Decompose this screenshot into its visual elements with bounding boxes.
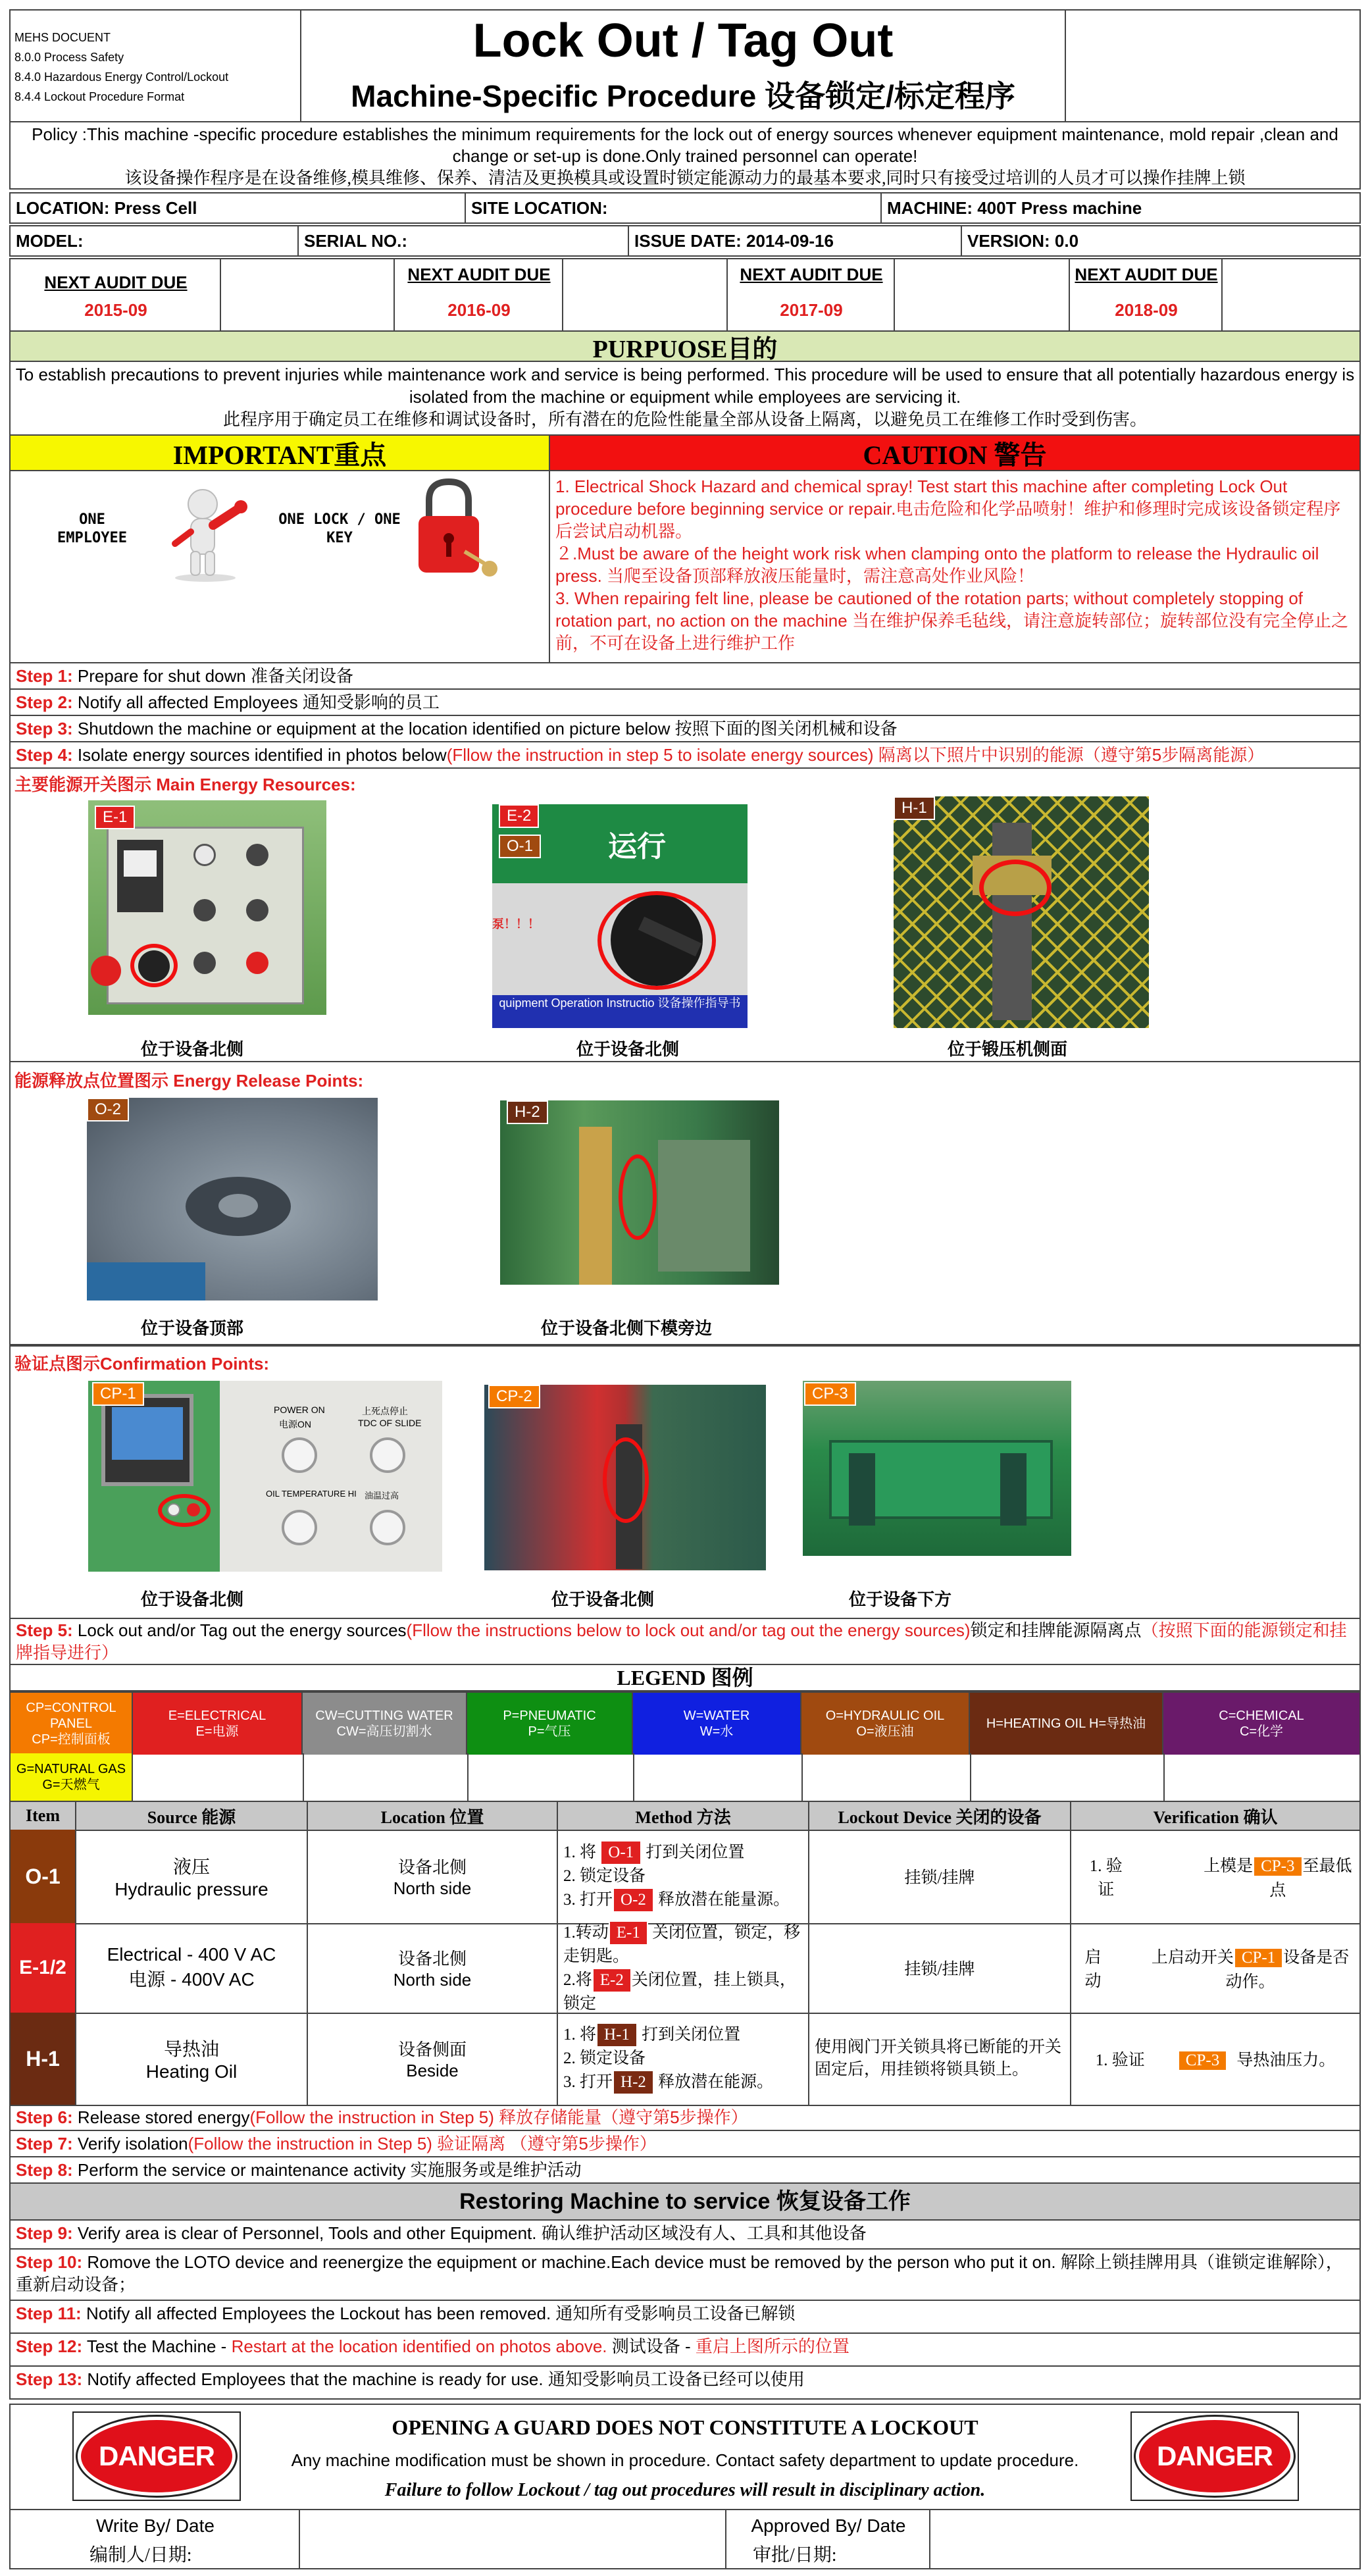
legend-pneumatic xyxy=(467,1693,633,1755)
step-label: Step 10: xyxy=(16,2252,83,2272)
method-text: 2. 锁定设备 xyxy=(563,2049,646,2067)
step-instruction: (Follow the instruction in Step 5) 释放存储能量（遵守第5步操作） xyxy=(249,2107,748,2127)
danger-sign-right xyxy=(1130,2411,1299,2501)
legend-water xyxy=(633,1693,801,1755)
doc-line: 8.0.0 Process Safety xyxy=(14,51,124,64)
legend-label-cn: C=化学 xyxy=(1239,1724,1284,1739)
step-instruction: Restart at the location identified on photos above. xyxy=(231,2336,607,2356)
important-heading xyxy=(9,434,550,471)
legend-hydraulic-oil xyxy=(801,1693,970,1755)
audit-cell xyxy=(1070,259,1223,330)
write-by-label-cn: 编制人/日期: xyxy=(89,2545,192,2565)
caution-item: 3. When repairing felt line, please be cautioned of the rotation parts; without completely stopping of rotation part, no action on the machine 当在维护保养毛毡线，请注意旋转部位；旋转部位没有完全停止之前，不可在设备上进行维护工作 xyxy=(555,588,1348,653)
item-cell: O-1 xyxy=(11,1830,76,1923)
modification-note: Any machine modification must be shown in procedure. Contact safety department to update procedure. xyxy=(291,2450,1079,2470)
step-text: Lock out and/or Tag out the energy sources xyxy=(72,1620,407,1640)
photo-control-panel xyxy=(88,800,326,1015)
source-en: Heating Oil xyxy=(145,2061,238,2082)
step-1 xyxy=(9,663,1361,690)
method-tag-o2: O-2 xyxy=(613,1888,654,1913)
step-text: Notify all affected Employees the Lockout has been removed. 通知所有受影响员工设备已解锁 xyxy=(81,2304,796,2323)
step-label: Step 9: xyxy=(16,2223,73,2243)
photo-rotary-switch xyxy=(492,804,748,1028)
model-field: MODEL: xyxy=(11,226,299,255)
release-tag-o2: O-2 xyxy=(87,1098,129,1121)
step-label: Step 13: xyxy=(16,2369,83,2389)
approved-by-label-cn: 审批/日期: xyxy=(753,2545,837,2565)
step-instruction: 重启上图所示的位置 xyxy=(695,2336,850,2356)
method-text: 3. 打开 xyxy=(563,2073,613,2091)
step-2 xyxy=(9,690,1361,716)
energy-tag-e2: E-2 xyxy=(499,804,539,828)
write-by-cell xyxy=(11,2509,300,2568)
audit-cell xyxy=(395,259,563,330)
legend-cutting-water xyxy=(303,1693,467,1755)
verify-text: 启动 xyxy=(1084,1949,1102,1990)
step-label: Step 3: xyxy=(16,719,73,738)
write-by-label: Write By/ Date xyxy=(96,2515,215,2536)
issue-date-field: ISSUE DATE: 2014-09-16 xyxy=(629,226,962,255)
audit-date: 2017-09 xyxy=(780,300,843,320)
step-12 xyxy=(9,2334,1361,2367)
audit-date: 2018-09 xyxy=(1115,300,1178,320)
step-label: Step 2: xyxy=(16,692,73,712)
step-10 xyxy=(9,2250,1361,2301)
main-energy-heading: 主要能源开关图示 Main Energy Resources: xyxy=(14,775,356,794)
signature-row xyxy=(9,2509,1361,2569)
location-field: LOCATION: Press Cell xyxy=(11,193,466,222)
caution-title: CAUTION 警告 xyxy=(863,440,1047,470)
photo-caption: 位于设备顶部 xyxy=(141,1319,244,1338)
panel-label: POWER ON xyxy=(274,1404,325,1415)
location-en: North side xyxy=(393,1970,472,1990)
step-instruction: (Fllow the instructions below to lock out and/or tag out the energy sources) xyxy=(406,1620,971,1640)
purpose-text: To establish precautions to prevent injuries while maintenance work and service is being performed. This procedure will be used to ensure that all potentially hazardous energy is isolated from the machine or equipment while employees are servicing it. xyxy=(15,365,1355,407)
location-en: North side xyxy=(393,1878,472,1898)
location-cn: 设备侧面 xyxy=(397,2040,467,2059)
table-header-cell: Verification 确认 xyxy=(1153,1807,1278,1827)
restoring-heading xyxy=(9,2184,1361,2221)
table-header-cell: Source 能源 xyxy=(76,1802,308,1830)
legend-electrical xyxy=(133,1693,303,1755)
audit-date: 2016-09 xyxy=(447,300,511,320)
policy-text: Policy :This machine -specific procedure establishes the minimum requirements for the lock out of energy sources whenever equipment maintenance, mold repair ,clean and change or set-up is done.Only trained personnel can operate! xyxy=(32,124,1338,166)
photo-side-release xyxy=(500,1100,779,1285)
table-header-cell: Method 方法 xyxy=(558,1802,809,1830)
table-row xyxy=(9,1923,1361,2014)
caution-heading xyxy=(549,434,1361,471)
worker-figure-icon xyxy=(162,486,247,584)
policy-box xyxy=(9,121,1361,190)
device-cell: 挂锁/挂牌 xyxy=(809,1923,1071,2013)
audit-label: NEXT AUDIT DUE xyxy=(1075,265,1218,284)
purpose-title: PURPUOSE目的 xyxy=(592,335,778,363)
padlock-icon xyxy=(405,478,504,583)
source-cn: 液压 xyxy=(172,1857,210,1877)
device-cell: 挂锁/挂牌 xyxy=(809,1830,1071,1923)
legend-label: E=ELECTRICAL xyxy=(168,1709,266,1723)
audit-cell xyxy=(728,259,895,330)
step-label: Step 4: xyxy=(16,745,73,765)
legend-label: H=HEATING OIL H=导热油 xyxy=(986,1716,1146,1731)
policy-text-cn: 该设备操作程序是在设备维修,模具维修、保养、清洁及更换模具或设置时锁定能源动力的最基本要求,同时只有接受过培训的人员才可以操作挂牌上锁 xyxy=(124,168,1246,188)
method-text: 1. 将 xyxy=(563,1843,601,1861)
confirm-tag-cp3: CP-3 xyxy=(804,1382,856,1406)
one-lock-label: ONE LOCK / ONE KEY xyxy=(278,511,401,546)
legend-label-cn: CP=控制面板 xyxy=(32,1732,111,1747)
verify-text: 设备是否动作。 xyxy=(1225,1948,1350,1991)
panel-label: 油温过高 xyxy=(365,1491,399,1501)
page-title: Lock Out / Tag Out xyxy=(472,14,894,67)
table-header xyxy=(9,1801,1361,1831)
method-tag-e2: E-2 xyxy=(592,1968,632,1993)
legend-label: CP=CONTROL PANEL xyxy=(26,1701,116,1731)
audit-date: 2015-09 xyxy=(84,300,147,320)
step-text: 锁定和挂牌能源隔离点 xyxy=(970,1620,1142,1640)
release-tag-h2: H-2 xyxy=(507,1100,548,1124)
legend-natural-gas xyxy=(11,1753,133,1801)
step-3 xyxy=(9,716,1361,742)
photo-top-release xyxy=(87,1098,378,1301)
danger-label: DANGER xyxy=(1156,2440,1273,2471)
legend-title: LEGEND 图例 xyxy=(617,1666,753,1689)
step-instruction: （按照下面的能源锁定和挂牌指导进行） xyxy=(16,1620,1347,1662)
confirm-tag-cp1: CP-1 xyxy=(92,1382,144,1406)
source-en: Hydraulic pressure xyxy=(114,1879,268,1899)
audit-row xyxy=(9,258,1361,332)
location-en: Beside xyxy=(406,2061,459,2080)
step-instruction: (Fllow the instruction in step 5 to isolate energy sources) 隔离以下照片中识别的能源（遵守第5步隔离能源） xyxy=(446,745,1265,765)
machine-field: MACHINE: 400T Press machine xyxy=(887,197,1142,218)
legend-label: G=NATURAL GAS xyxy=(16,1762,126,1776)
photo-caption: 位于锻压机侧面 xyxy=(948,1040,1068,1059)
photo-confirm-under xyxy=(803,1381,1071,1556)
method-text: 2.将 xyxy=(563,1971,592,1989)
verify-tag-cp1: CP-1 xyxy=(1234,1947,1283,1969)
verify-text: 上模是 xyxy=(1204,1857,1254,1875)
step-instruction: (Follow the instruction in Step 5) 验证隔离 （遵守第5步操作） xyxy=(188,2134,657,2153)
verify-text: 导热油压力。 xyxy=(1236,2051,1336,2069)
table-row xyxy=(9,1830,1361,1924)
step-5 xyxy=(9,1618,1361,1665)
legend-label-cn: W=水 xyxy=(699,1724,734,1739)
doc-line: MEHS DOCUENT xyxy=(14,31,111,44)
step-text: 测试设备 - xyxy=(607,2336,696,2356)
photo-caption: 位于设备北侧下模旁边 xyxy=(541,1319,713,1338)
approved-by-signature[interactable] xyxy=(930,2509,1359,2568)
important-box xyxy=(9,470,550,663)
legend-label-cn: G=天燃气 xyxy=(42,1778,100,1792)
step-label: Step 12: xyxy=(16,2336,83,2356)
divider xyxy=(1065,11,1066,122)
step-9 xyxy=(9,2221,1361,2250)
legend-heating-oil xyxy=(970,1693,1163,1755)
legend-label-cn: CW=高压切割水 xyxy=(336,1724,432,1739)
approved-by-label: Approved By/ Date xyxy=(751,2515,906,2536)
method-tag-o1: O-1 xyxy=(600,1840,642,1865)
method-text: 释放潜在能量源。 xyxy=(653,1891,790,1909)
legend-label: O=HYDRAULIC OIL xyxy=(825,1709,945,1723)
location-cn: 设备北侧 xyxy=(397,1949,467,1969)
caution-item: ２.Must be aware of the height work risk when clamping onto the platform to release the Hydraulic oil press. 当爬至设备顶部释放液压能量时，需注意高处作业风险！ xyxy=(555,544,1319,586)
legend-label-cn: E=电源 xyxy=(195,1724,239,1739)
doc-line: 8.4.0 Hazardous Energy Control/Lockout xyxy=(14,70,229,84)
verify-text: 上启动开关 xyxy=(1151,1948,1234,1967)
release-heading: 能源释放点位置图示 Energy Release Points: xyxy=(14,1071,364,1091)
step-text: Test the Machine - xyxy=(82,2336,232,2356)
audit-cell xyxy=(11,259,221,330)
energy-tag-e1: E-1 xyxy=(95,806,135,829)
item-cell: H-1 xyxy=(11,2013,76,2105)
step-text: Shutdown the machine or equipment at the location identified on picture below 按照下面的图关闭机械和设备 xyxy=(72,719,898,738)
legend-label: C=CHEMICAL xyxy=(1219,1709,1304,1723)
verify-text: 1. 验证 xyxy=(1095,2051,1145,2069)
panel-label: 电源ON xyxy=(279,1419,311,1430)
danger-sign-left xyxy=(72,2411,241,2501)
one-employee-label: ONE EMPLOYEE xyxy=(57,511,127,546)
step-text: Verify area is clear of Personnel, Tools and other Equipment. 确认维护活动区域没有人、工具和其他设备 xyxy=(72,2223,867,2243)
photo-caption: 位于设备北侧 xyxy=(551,1590,655,1609)
table-header-cell: Lockout Device 关闭的设备 xyxy=(809,1802,1071,1830)
verify-tag-cp3: CP-3 xyxy=(1178,2050,1227,2071)
method-text: 释放潜在能源。 xyxy=(653,2073,774,2091)
method-text: 关闭位置，挂上锁具，锁定 xyxy=(563,1971,796,2013)
table-header-cell: Location 位置 xyxy=(308,1802,558,1830)
step-text: Romove the LOTO device and reenergize the equipment or machine.Each device must be removed by the person who put it on. 解除上锁挂牌用具（谁锁定谁解除），重新启动设备； xyxy=(16,2252,1343,2294)
device-cell: 使用阀门开关锁具将已断能的开关固定后，用挂锁将锁具锁上。 xyxy=(809,2013,1071,2105)
table-header-cell: Item xyxy=(11,1802,76,1830)
danger-footer xyxy=(9,2404,1361,2510)
page-subtitle: Machine-Specific Procedure 设备锁定/标定程序 xyxy=(351,79,1015,113)
purpose-text-cn: 此程序用于确定员工在维修和调试设备时，所有潜在的危险性能量全部从设备上隔离，以避免员工在维修工作时受到伤害。 xyxy=(222,410,1147,429)
energy-tag-h1: H-1 xyxy=(894,796,935,820)
method-text: 关闭位置，锁定，移走钥匙。 xyxy=(563,1924,801,1965)
step-8 xyxy=(9,2157,1361,2184)
purpose-box xyxy=(9,361,1361,436)
legend-control-panel xyxy=(11,1693,133,1755)
legend-row xyxy=(9,1691,1361,1755)
panel-label: OIL TEMPERATURE HI xyxy=(266,1489,357,1499)
confirmation-heading: 验证点图示Confirmation Points: xyxy=(14,1354,270,1374)
step-label: Step 5: xyxy=(16,1620,73,1640)
step-text: Notify all affected Employees 通知受影响的员工 xyxy=(72,692,440,712)
pump-label: 泵！！！ xyxy=(492,917,540,931)
method-text: 3. 打开 xyxy=(563,1891,613,1909)
doc-reference xyxy=(14,28,297,107)
photo-control-lights xyxy=(88,1381,442,1572)
caution-box xyxy=(549,470,1361,663)
version-field: VERSION: 0.0 xyxy=(967,230,1079,251)
legend-row-2 xyxy=(9,1753,1361,1803)
audit-label: NEXT AUDIT DUE xyxy=(740,265,883,284)
step-label: Step 6: xyxy=(16,2107,73,2127)
photo-heating-oil-valve xyxy=(894,796,1149,1028)
source-cn: 电源 - 400V AC xyxy=(128,1969,255,1990)
panel-label: 上死点停止 xyxy=(362,1406,408,1416)
restoring-title: Restoring Machine to service 恢复设备工作 xyxy=(459,2189,911,2214)
verify-text: 至最低点 xyxy=(1269,1857,1352,1899)
legend-heading xyxy=(9,1665,1361,1691)
document-header xyxy=(9,9,1361,122)
method-text: 打到关闭位置 xyxy=(642,1843,745,1861)
failure-warning: Failure to follow Lockout / tag out procedures will result in disciplinary action. xyxy=(384,2480,986,2500)
important-title: IMPORTANT重点 xyxy=(172,440,387,470)
method-text: 1.转动 xyxy=(563,1924,609,1942)
step-text: Notify affected Employees that the machine is ready for use. 通知受影响员工设备已经可以使用 xyxy=(82,2369,805,2389)
step-7 xyxy=(9,2131,1361,2157)
doc-line: 8.4.4 Lockout Procedure Format xyxy=(14,90,185,103)
caution-item: 1. Electrical Shock Hazard and chemical spray! Test start this machine after completing Lock Out procedure before beginning service or repair.电击危险和化学品喷射！维护和修理时完成该设备锁定程序后尝试启动机器。 xyxy=(555,477,1341,541)
step-4 xyxy=(9,742,1361,769)
panel-label: TDC OF SLIDE xyxy=(358,1418,422,1428)
method-tag-h1: H-1 xyxy=(596,2022,638,2048)
approved-by-cell xyxy=(726,2509,930,2568)
legend-label-cn: O=液压油 xyxy=(856,1724,914,1739)
method-tag-e1: E-1 xyxy=(609,1920,648,1945)
site-location-field: SITE LOCATION: xyxy=(466,193,882,222)
step-13 xyxy=(9,2367,1361,2400)
photo-caption: 位于设备北侧 xyxy=(576,1040,680,1059)
legend-label: CW=CUTTING WATER xyxy=(315,1709,453,1723)
step-6 xyxy=(9,2105,1361,2131)
step-label: Step 1: xyxy=(16,666,73,686)
photo-caption: 位于设备下方 xyxy=(849,1590,952,1609)
method-text: 1. 将 xyxy=(563,2026,597,2044)
energy-tag-o1: O-1 xyxy=(499,835,541,858)
legend-label: W=WATER xyxy=(683,1709,750,1723)
audit-label: NEXT AUDIT DUE xyxy=(44,272,188,292)
step-label: Step 7: xyxy=(16,2134,73,2153)
info-row-location xyxy=(9,192,1361,224)
purpose-heading xyxy=(9,330,1361,362)
legend-chemical xyxy=(1163,1693,1359,1755)
step-text: Release stored energy xyxy=(72,2107,250,2127)
danger-label: DANGER xyxy=(98,2440,215,2471)
verify-tag-cp3: CP-3 xyxy=(1253,1856,1302,1877)
method-text: 2. 锁定设备 xyxy=(563,1867,646,1885)
info-row-model xyxy=(9,225,1361,257)
source-cn: 导热油 xyxy=(163,2039,219,2059)
serial-field: SERIAL NO.: xyxy=(299,226,629,255)
guard-warning: OPENING A GUARD DOES NOT CONSTITUTE A LOCKOUT xyxy=(392,2415,978,2439)
photo-caption: 位于设备北侧 xyxy=(141,1590,244,1609)
step-label: Step 11: xyxy=(16,2304,82,2323)
step-text: Perform the service or maintenance activity 实施服务或是维护活动 xyxy=(72,2160,582,2180)
audit-label: NEXT AUDIT DUE xyxy=(407,265,551,284)
confirm-tag-cp2: CP-2 xyxy=(488,1385,540,1408)
source-en: Electrical - 400 V AC xyxy=(107,1944,276,1965)
legend-label-cn: P=气压 xyxy=(528,1724,571,1739)
step-11 xyxy=(9,2301,1361,2334)
method-text: 打到关闭位置 xyxy=(637,2026,741,2044)
photo-confirm-side xyxy=(484,1385,766,1570)
write-by-signature[interactable] xyxy=(300,2509,726,2568)
verify-text: 1. 验证 xyxy=(1089,1857,1123,1899)
step-text: Prepare for shut down 准备关闭设备 xyxy=(72,666,353,686)
legend-label: P=PNEUMATIC xyxy=(503,1709,596,1723)
step-label: Step 8: xyxy=(16,2160,73,2180)
step-text: Isolate energy sources identified in photos below xyxy=(72,745,447,765)
item-cell: E-1/2 xyxy=(11,1923,76,2013)
step-text: Verify isolation xyxy=(72,2134,188,2153)
location-cn: 设备北侧 xyxy=(397,1857,467,1877)
instruction-sign: quipment Operation Instructio 设备操作指导书 xyxy=(492,995,748,1028)
method-tag-h2: H-2 xyxy=(613,2070,654,2095)
table-row xyxy=(9,2013,1361,2106)
run-sign: 运行 xyxy=(608,831,666,863)
photo-caption: 位于设备北侧 xyxy=(141,1040,244,1059)
